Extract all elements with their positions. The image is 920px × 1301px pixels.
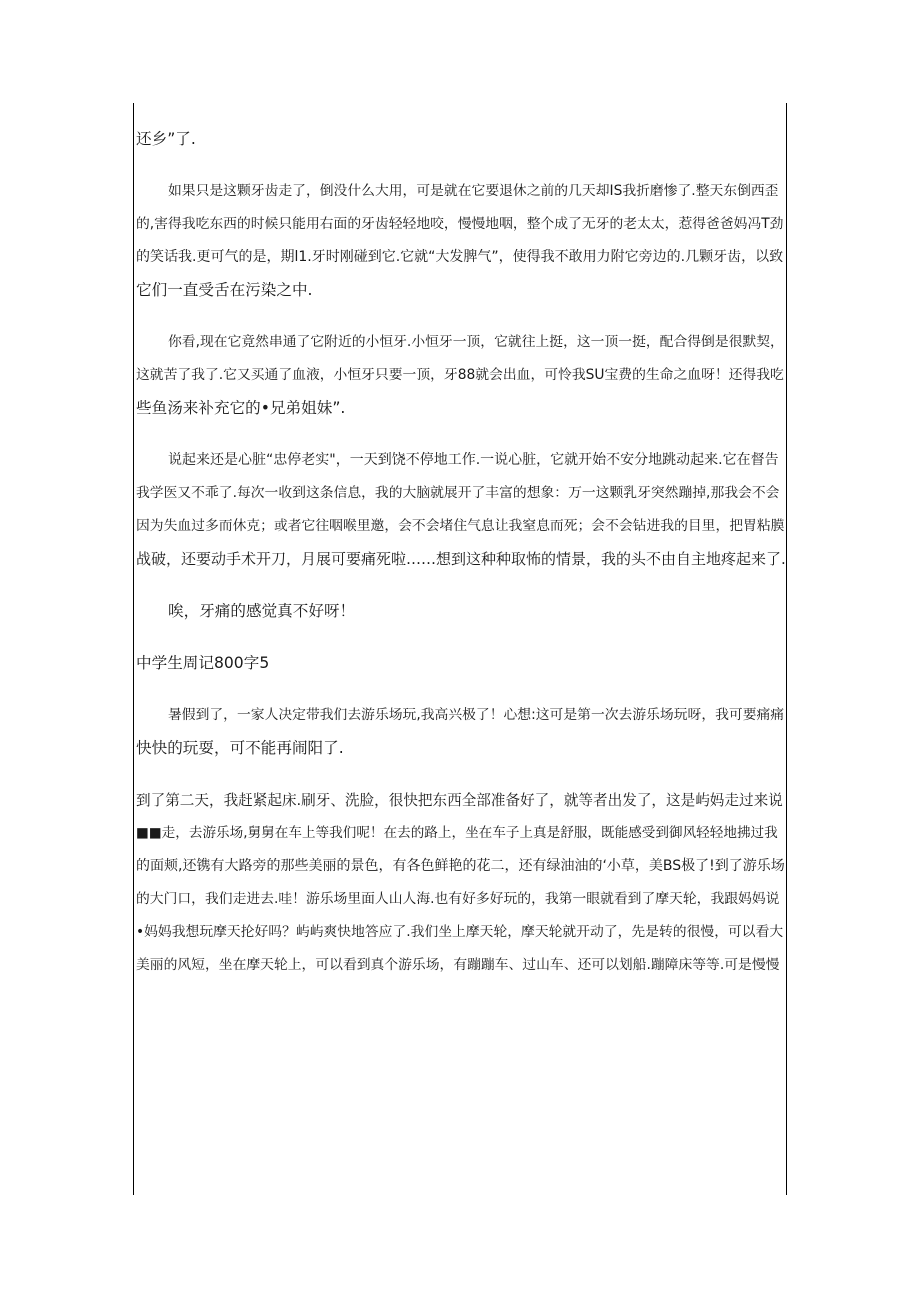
text-line: 唉，牙痛的感觉真不好呀！: [168, 602, 356, 620]
text-line: 的面颊,还镌有大路旁的那些美丽的景色，有各色鲜艳的花二，还有绿油油的‘小草，美BS极了!到了游乐场: [136, 858, 785, 874]
text-line: 战破，还要动手术开刀，月展可要痛死啦……想到这种种取怖的情景，我的头不由自主地疼起来了.: [136, 550, 786, 568]
paragraph: [136, 444, 786, 576]
text-line: 它们一直受舌在污染之中.: [136, 281, 313, 299]
text-line: 这就苦了我了.它又买通了血液，小恒牙只要一顶，牙88就会出血，可怜我SU宝费的生命之血呀！还得我吃: [136, 367, 784, 383]
section-heading: [136, 647, 786, 680]
text-line: 你看,现在它竟然串通了它附近的小恒牙.小恒牙一顶，它就往上挺，这一顶一挺，配合得倒是很默契，: [168, 334, 784, 350]
text-line: 还乡”了.: [136, 130, 196, 148]
text-line: 快快的玩耍，可不能再闹阳了.: [136, 739, 344, 757]
text-line: 我学医又不乖了.每次一收到这条信息，我的大脑就展开了丰富的想象：万一这颗乳牙突然蹦掉,那我会不会: [136, 485, 780, 501]
text-line: 美丽的风短，坐在摩天轮上，可以看到真个游乐场，有蹦蹦车、过山车、还可以划船.蹦障床等等.可是慢慢: [136, 957, 780, 973]
paragraph: [136, 175, 786, 307]
paragraph: [136, 326, 786, 425]
text-line: 的笑话我.更可气的是，期l1.牙时刚碰到它.它就“大发脾气”，使得我不敢用力附它旁边的.几颗牙齿，以致: [136, 249, 784, 265]
document-body: [136, 123, 786, 1001]
text-line: 说起来还是心脏“忠停老实"，一天到饶不停地工作.一说心脏，它就开始不安分地跳动起来.它在督告: [168, 452, 779, 468]
text-line: 些鱼汤来补充它的•兄弟姐妹”.: [136, 399, 346, 417]
text-line: ■■走，去游乐场,舅舅在车上等我们呢！在去的路上，坐在车子上真是舒服，既能感受到御风轻轻地拂过我: [136, 825, 778, 841]
text-line: 暑假到了，一家人决定带我们去游乐场玩,我高兴极了！心想:这可是第一次去游乐场玩呀，我可要痛痛: [168, 707, 785, 723]
paragraph: [136, 699, 786, 765]
text-line: 中学生周记800字5: [136, 654, 270, 672]
text-line: •妈妈我想玩摩天抡好吗？屿屿爽快地答应了.我们坐上摩天轮，摩天轮就开动了，先是转的很慢，可以看大: [136, 924, 784, 940]
text-line: 如果只是这颗牙齿走了，倒没什么大用，可是就在它要退休之前的几天却IS我折磨惨了.整天东倒西歪: [168, 183, 779, 199]
page-frame: [133, 103, 787, 1195]
left-margin-rule: [133, 103, 134, 1195]
text-line: 因为失血过多而休克；或者它往咽喉里邀，会不会堵住气息让我窒息而死；会不会钻进我的目里，把胃粘膜: [136, 518, 785, 534]
text-line: 到了第二天，我赶紧起床.刷牙、洗脸，很快把东西全部准备好了，就等者出发了，这是屿妈走过来说: [136, 792, 783, 809]
paragraph: [136, 595, 786, 628]
text-line: 的,害得我吃东西的时候只能用右面的牙齿轻轻地咬，慢慢地咽，整个成了无牙的老太太，惹得爸爸妈冯T劲: [136, 216, 784, 232]
right-margin-rule: [786, 103, 787, 1195]
paragraph: [136, 784, 786, 982]
paragraph: [136, 123, 786, 156]
text-line: 的大门口，我们走进去.哇！游乐场里面人山人海.也有好多好玩的，我第一眼就看到了摩天轮，我跟妈妈说: [136, 891, 780, 907]
